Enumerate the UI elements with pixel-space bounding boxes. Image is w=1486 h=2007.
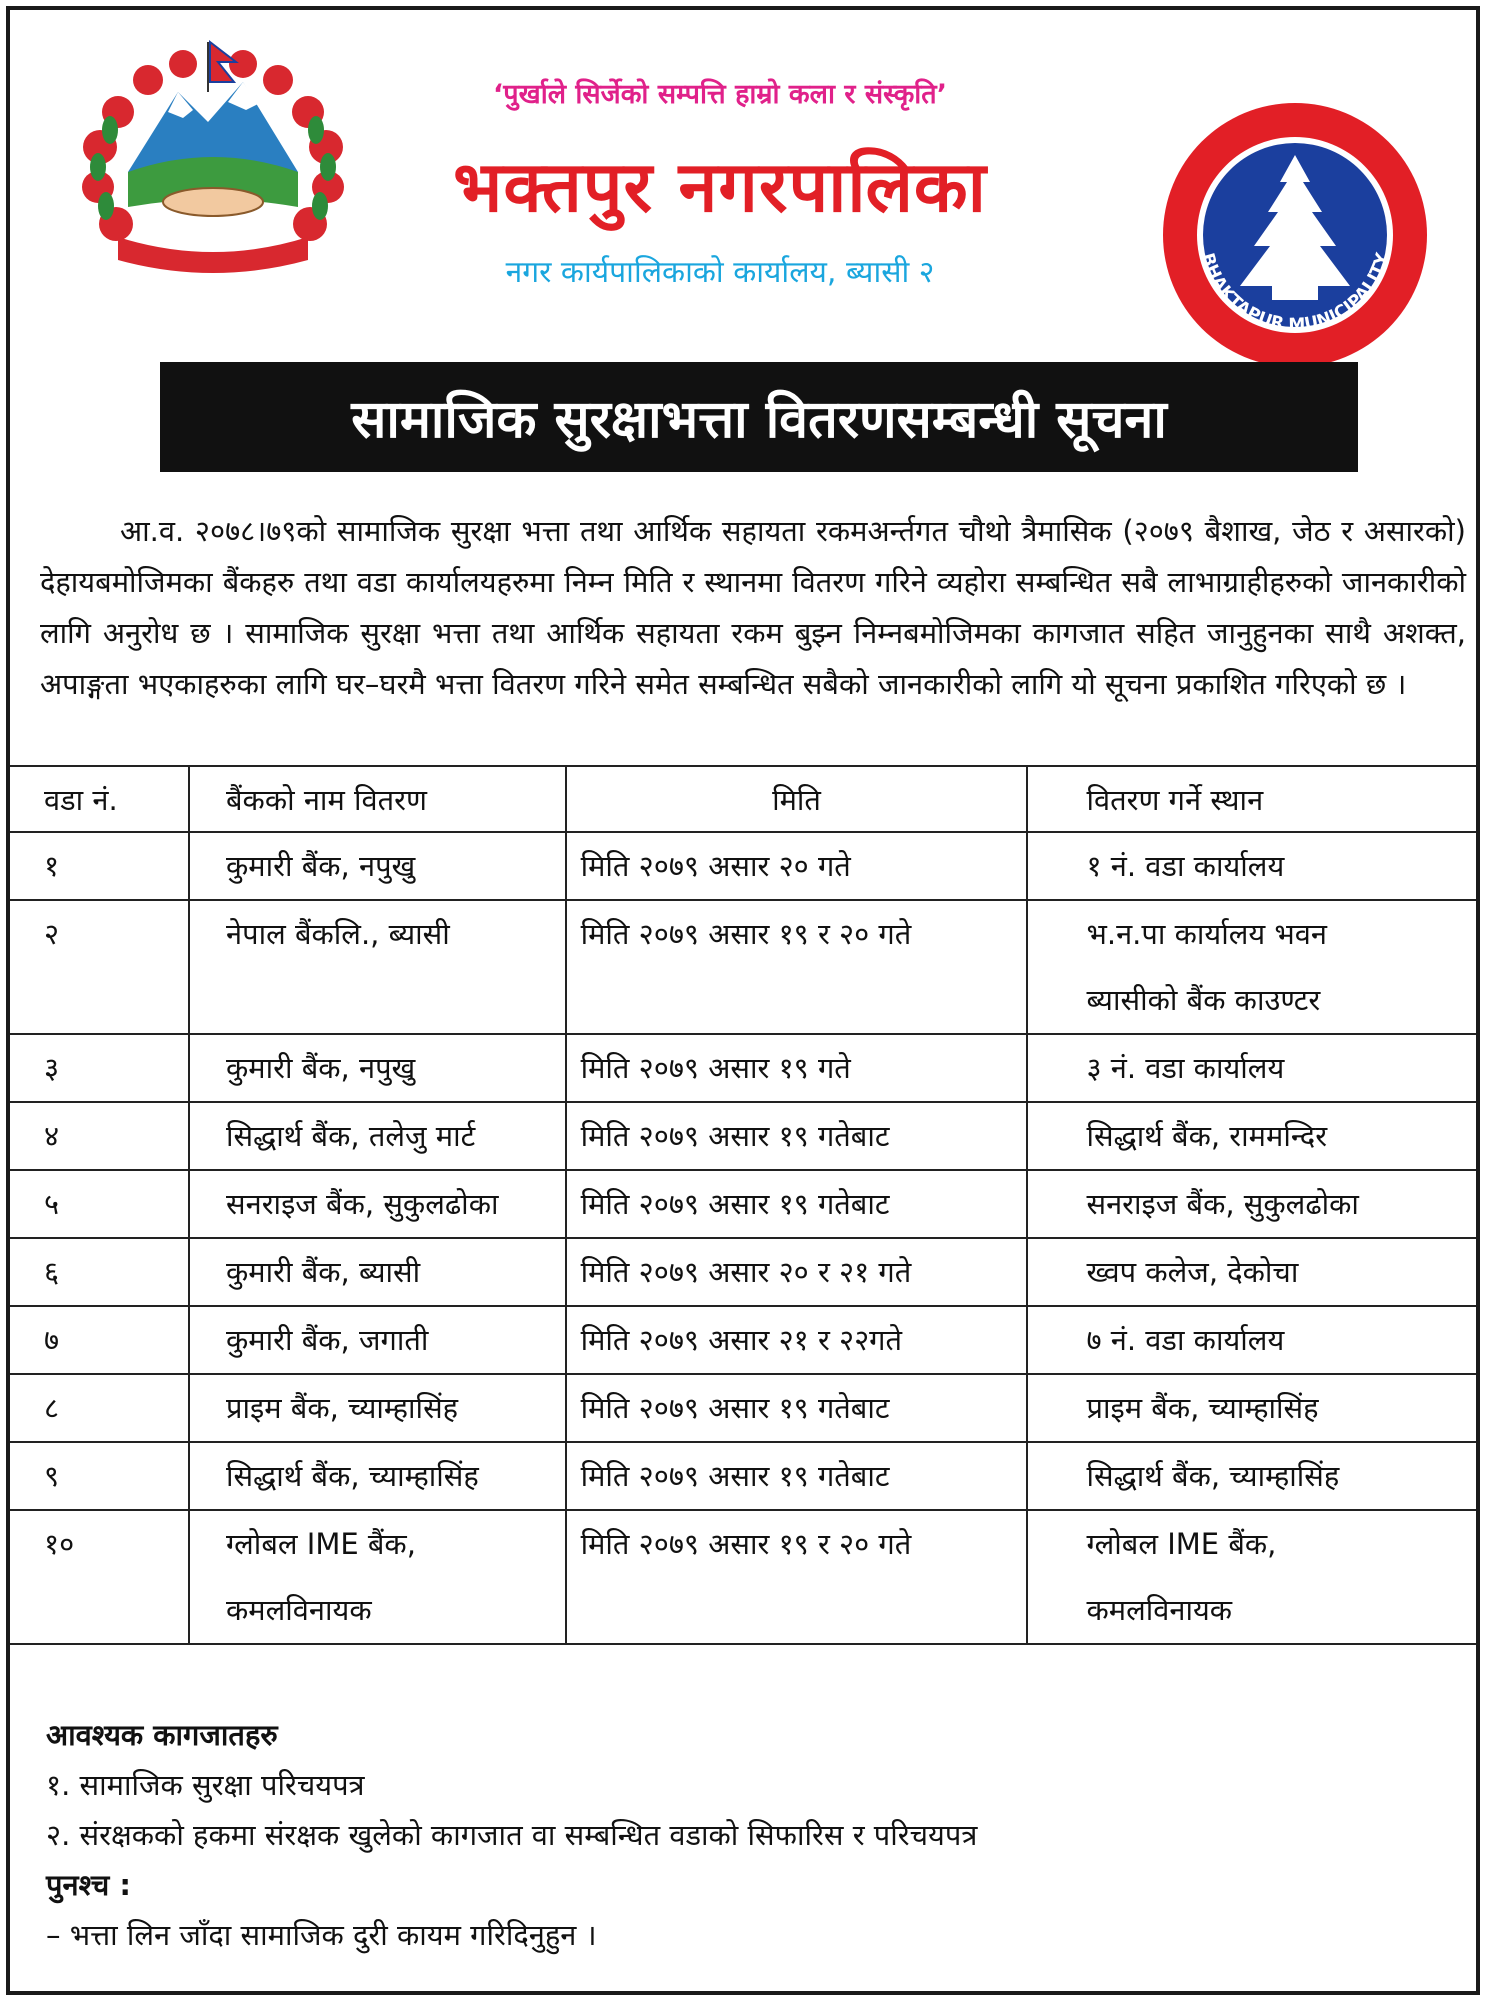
ward-number: ३: [44, 1051, 60, 1085]
distribution-place: ७ नं. वडा कार्यालय: [1086, 1323, 1285, 1357]
bank-name: कुमारी बैंक, जगाती: [226, 1323, 429, 1357]
distribution-place: १ नं. वडा कार्यालय: [1086, 849, 1285, 883]
distribution-place: सिद्धार्थ बैंक, च्याम्हासिंह: [1086, 1459, 1340, 1493]
distribution-date: मिति २०७९ असार १९ र २० गते: [580, 1527, 912, 1561]
distribution-place: भ.न.पा कार्यालय भवन: [1086, 917, 1328, 951]
table-row: [7, 900, 1479, 1034]
ward-number: ९: [44, 1459, 60, 1493]
office-name: नगर कार्यपालिकाको कार्यालय, ब्यासी २: [505, 255, 935, 290]
ward-number: ४: [44, 1119, 60, 1153]
distribution-date: मिति २०७९ असार २० र २१ गते: [580, 1255, 912, 1289]
distribution-date: मिति २०७९ असार १९ गतेबाट: [580, 1119, 890, 1153]
header-ward: वडा नं.: [7, 766, 189, 832]
required-documents: [46, 1710, 1446, 1960]
distribution-table: [6, 765, 1480, 1645]
table-row: [7, 1306, 1479, 1374]
table-row: [7, 1102, 1479, 1170]
header-bank: बैंकको नाम वितरण: [189, 766, 566, 832]
bank-name: ग्लोबल IME बैंक,: [226, 1527, 416, 1561]
svg-text:BHAKTAPUR MUNICIPALITY: BHAKTAPUR MUNICIPALITY: [1197, 250, 1393, 336]
bank-name-line2: कमलविनायक: [226, 1593, 372, 1627]
distribution-date: मिति २०७९ असार १९ गतेबाट: [580, 1187, 890, 1221]
distribution-date: मिति २०७९ असार १९ र २० गते: [580, 917, 912, 951]
distribution-date: मिति २०७९ असार १९ गते: [580, 1051, 851, 1085]
table-row: [7, 1238, 1479, 1306]
distribution-place: सनराइज बैंक, सुकुलढोका: [1086, 1187, 1359, 1221]
distribution-date: मिति २०७९ असार २१ र २२गते: [580, 1323, 903, 1357]
distribution-date: मिति २०७९ असार १९ गतेबाट: [580, 1459, 890, 1493]
table-row: [7, 832, 1479, 900]
header-place: वितरण गर्ने स्थान: [1027, 766, 1479, 832]
distribution-place: प्राइम बैंक, च्याम्हासिंह: [1086, 1391, 1319, 1425]
municipality-name: भक्तपुर नगरपालिका: [453, 146, 987, 228]
header-date: मिति: [566, 766, 1028, 832]
distribution-date: मिति २०७९ असार २० गते: [580, 849, 851, 883]
bank-name: प्राइम बैंक, च्याम्हासिंह: [226, 1391, 459, 1425]
notice-page: [6, 6, 1480, 1995]
ward-number: ६: [44, 1255, 60, 1289]
ward-number: १: [44, 849, 60, 883]
distribution-place-line2: कमलविनायक: [1086, 1593, 1233, 1627]
bank-name: सिद्धार्थ बैंक, च्याम्हासिंह: [226, 1459, 479, 1493]
bank-name: नेपाल बैंकलि., ब्यासी: [226, 917, 450, 951]
bhaktapur-municipality-seal-icon: [1160, 100, 1430, 370]
ward-number: ५: [44, 1187, 60, 1221]
table-row: [7, 1374, 1479, 1442]
notice-title: सामाजिक सुरक्षाभत्ता वितरणसम्बन्धी सूचना: [160, 362, 1358, 472]
bank-name: सनराइज बैंक, सुकुलढोका: [226, 1187, 499, 1221]
distribution-place: सिद्धार्थ बैंक, राममन्दिर: [1086, 1119, 1328, 1153]
table-row: [7, 1510, 1479, 1644]
distribution-date: मिति २०७९ असार १९ गतेबाट: [580, 1391, 890, 1425]
nepal-coat-of-arms-icon: [58, 32, 368, 286]
distribution-place: ३ नं. वडा कार्यालय: [1086, 1051, 1285, 1085]
bank-name: कुमारी बैंक, नपुखु: [226, 1051, 416, 1085]
bank-name: कुमारी बैंक, नपुखु: [226, 849, 416, 883]
notice-body: आ.व. २०७८।७९को सामाजिक सुरक्षा भत्ता तथा आर्थिक सहायता रकमअर्न्तगत चौथो त्रैमासिक (२०७९ बैशाख, जेठ र असारको) देहायबमोजिमका बैंकहरु तथा वडा कार्यालयहरुमा निम्न मिति र स्थानमा वितरण गरिने व्यहोरा सम्बन्धित सबै लाभाग्राहीहरुको जानकारीको लागि अनुरोध छ । सामाजिक सुरक्षा भत्ता तथा आर्थिक सहायता रकम बुझ्न निम्नबमोजिमका कागजात सहित जानुहुनका साथै अशक्त, अपाङ्गता भएकाहरुका लागि घर–घरमै भत्ता वितरण गरिने समेत सम्बन्धित सबैको जानकारीको लागि यो सूचना प्रकाशित गरिएको छ ।: [40, 514, 1466, 701]
table-row: [7, 1170, 1479, 1238]
documents-heading: आवश्यक कागजातहरु: [46, 1718, 278, 1752]
distribution-place-line2: ब्यासीको बैंक काउण्टर: [1086, 983, 1321, 1017]
table-row: [7, 1442, 1479, 1510]
ward-number: १०: [44, 1527, 75, 1561]
ps-item: – भत्ता लिन जाँदा सामाजिक दुरी कायम गरिदिनुहुन ।: [46, 1918, 597, 1952]
distribution-place: ग्लोबल IME बैंक,: [1086, 1527, 1277, 1561]
document-item: १. सामाजिक सुरक्षा परिचयपत्र: [46, 1768, 365, 1802]
bank-name: सिद्धार्थ बैंक, तलेजु मार्ट: [226, 1119, 476, 1153]
table-header-row: [7, 766, 1479, 832]
ward-number: २: [44, 917, 60, 951]
ps-heading: पुनश्च :: [46, 1868, 132, 1902]
bank-name: कुमारी बैंक, ब्यासी: [226, 1255, 421, 1289]
ward-number: ७: [44, 1323, 60, 1357]
ward-number: ८: [44, 1391, 60, 1425]
document-item: २. संरक्षकको हकमा संरक्षक खुलेको कागजात वा सम्बन्धित वडाको सिफारिस र परिचयपत्र: [46, 1818, 978, 1852]
distribution-place: ख्वप कलेज, देकोचा: [1086, 1255, 1299, 1289]
motto-text: ‘पुर्खाले सिर्जेको सम्पत्ति हाम्रो कला र संस्कृति’: [493, 79, 947, 110]
table-row: [7, 1034, 1479, 1102]
